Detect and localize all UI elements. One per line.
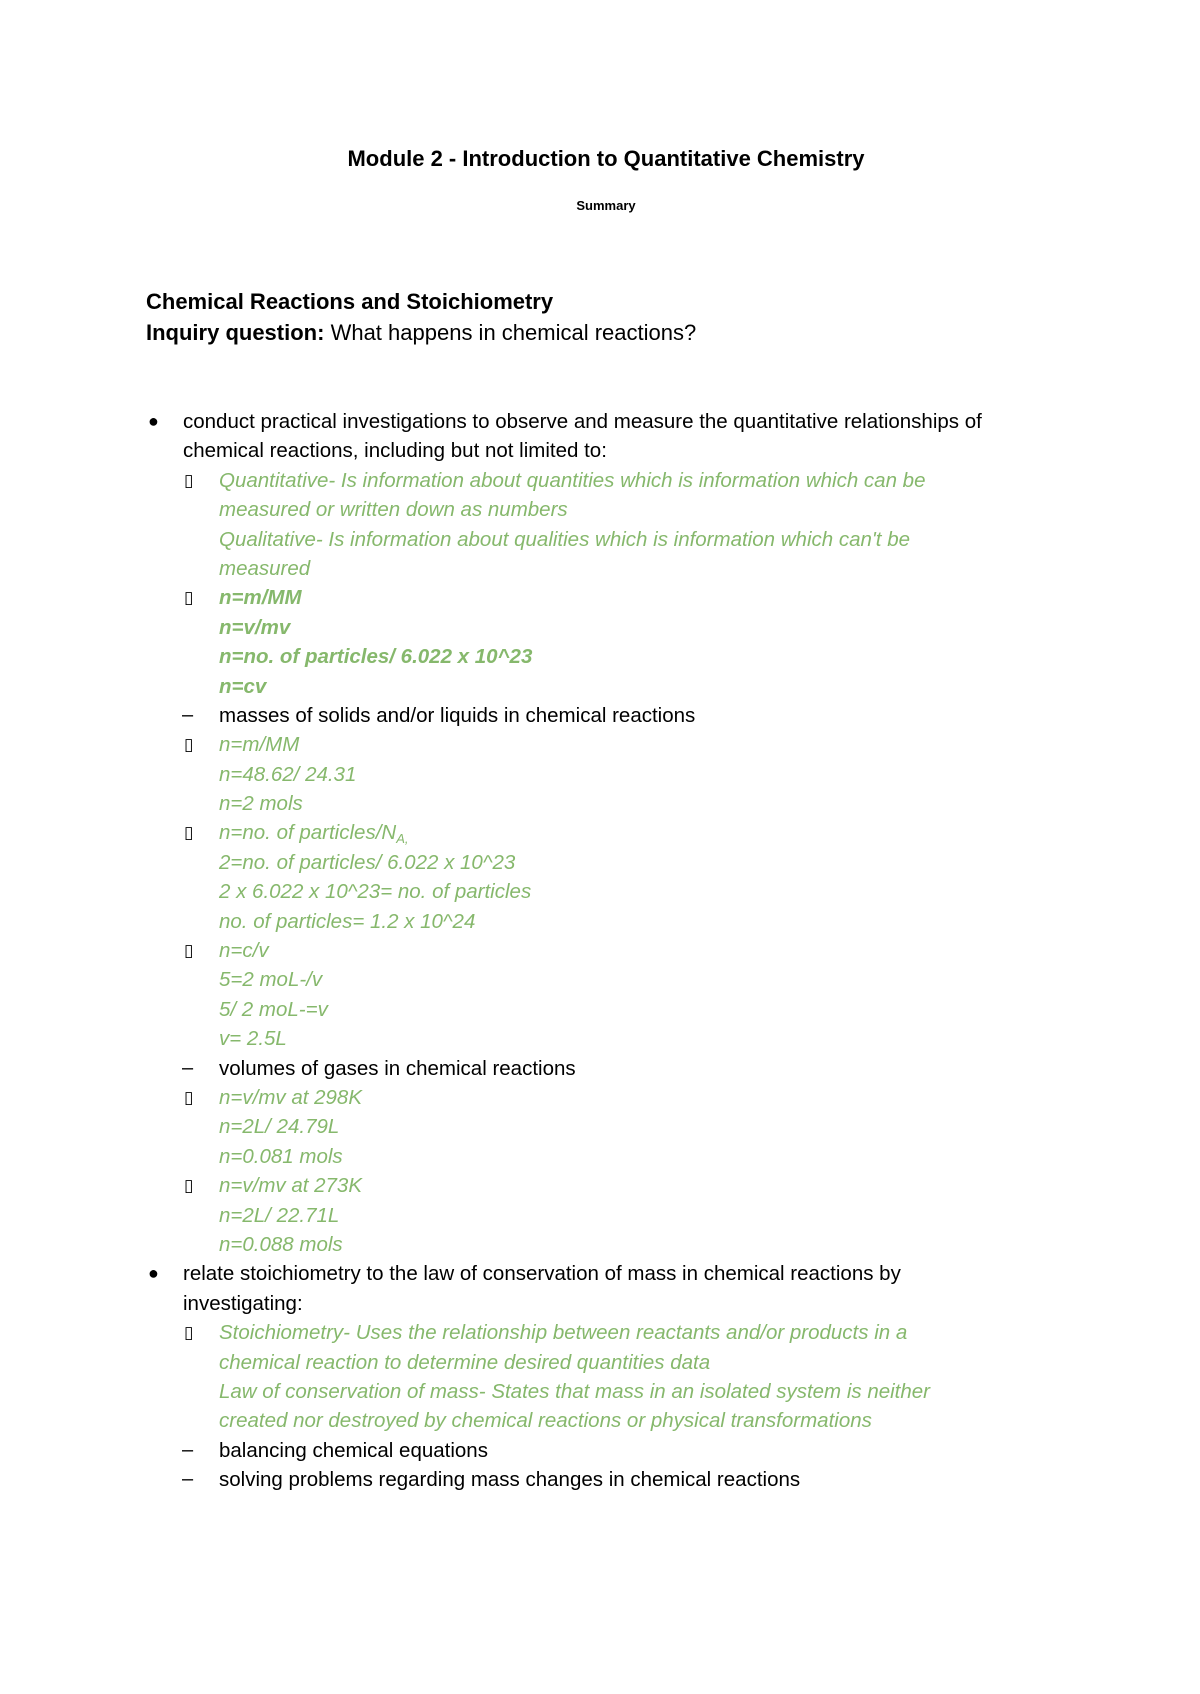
- inquiry-text: What happens in chemical reactions?: [324, 320, 697, 345]
- note-text: n=no. of particles/N: [219, 821, 397, 845]
- list-item: [146, 1259, 1106, 1288]
- note-line: [146, 848, 1106, 877]
- note-line: [146, 818, 1106, 847]
- note-line: [146, 789, 1106, 818]
- section-heading: Chemical Reactions and Stoichiometry: [146, 289, 554, 314]
- note-text: n=c/v: [219, 939, 269, 963]
- note-line: [146, 995, 1106, 1024]
- list-item: [146, 407, 1106, 436]
- note-line: [146, 1083, 1106, 1112]
- bullet-icon: ●: [148, 411, 159, 431]
- note-line: [146, 936, 1106, 965]
- note-line: [146, 760, 1106, 789]
- checkbox-icon: ▯: [184, 1323, 194, 1343]
- note-line: [146, 1348, 1106, 1377]
- note-text: measured or written down as numbers: [219, 498, 568, 522]
- formula-line: [146, 642, 1106, 671]
- checkbox-icon: ▯: [184, 941, 194, 961]
- dash-icon: –: [182, 1056, 194, 1079]
- note-text: Stoichiometry- Uses the relationship between reactants and/or products in a: [219, 1321, 908, 1345]
- note-text: created nor destroyed by chemical reactions or physical transformations: [219, 1409, 872, 1433]
- formula-line: [146, 672, 1106, 701]
- list-item-continued: [146, 436, 1106, 465]
- note-text: chemical reaction to determine desired quantities data: [219, 1350, 711, 1374]
- sub-item: [146, 1054, 1106, 1083]
- bullet-icon: ●: [148, 1263, 159, 1284]
- checkbox-icon: ▯: [184, 588, 194, 608]
- note-text: Quantitative- Is information about quantities which is information which can be: [219, 468, 926, 492]
- note-text: 2=no. of particles/ 6.022 x 10^23: [219, 850, 516, 874]
- sub-item: [146, 1436, 1106, 1465]
- checkbox-icon: ▯: [184, 823, 194, 843]
- note-text: n=v/mv at 298K: [219, 1085, 363, 1109]
- inquiry-label: Inquiry question:: [146, 320, 325, 345]
- note-text: v= 2.5L: [219, 1027, 287, 1051]
- note-text: n=2L/ 22.71L: [219, 1203, 340, 1227]
- list-item-continued: [146, 1289, 1106, 1318]
- document-title: Module 2 - Introduction to Quantitative Chemistry: [347, 146, 865, 171]
- inquiry-question: [146, 318, 1106, 348]
- note-text: n=2 mols: [219, 792, 303, 816]
- note-line: [146, 965, 1106, 994]
- dash-icon: –: [182, 1468, 194, 1491]
- note-line: [146, 1318, 1106, 1347]
- checkbox-icon: ▯: [184, 470, 194, 490]
- sub-item-text: solving problems regarding mass changes in chemical reactions: [219, 1468, 801, 1492]
- sub-item: [146, 1465, 1106, 1494]
- note-line: [146, 554, 1106, 583]
- formula-line: [146, 583, 1106, 612]
- note-text: n=v/mv at 273K: [219, 1174, 363, 1198]
- checkbox-icon: ▯: [184, 1176, 194, 1196]
- sub-item: [146, 701, 1106, 730]
- note-text: Law of conservation of mass- States that mass in an isolated system is neither: [219, 1379, 930, 1403]
- note-text: measured: [219, 556, 311, 580]
- note-line: [146, 1171, 1106, 1200]
- dash-icon: –: [182, 1438, 194, 1461]
- dash-icon: –: [182, 703, 194, 726]
- note-text: no. of particles= 1.2 x 10^24: [219, 909, 476, 933]
- note-line: [146, 730, 1106, 759]
- note-line: [146, 1112, 1106, 1141]
- formula-text: n=v/mv: [219, 615, 291, 639]
- document-subtitle: Summary: [576, 198, 636, 213]
- bullet-text: chemical reactions, including but not limited to:: [183, 439, 607, 463]
- note-text: n=0.081 mols: [219, 1144, 343, 1168]
- sub-item-text: masses of solids and/or liquids in chemical reactions: [219, 703, 696, 727]
- note-line: [146, 1142, 1106, 1171]
- formula-text: n=m/MM: [219, 586, 302, 610]
- note-line: [146, 466, 1106, 495]
- note-text: n=2L/ 24.79L: [219, 1115, 340, 1139]
- checkbox-icon: ▯: [184, 735, 194, 755]
- sub-item-text: balancing chemical equations: [219, 1438, 488, 1462]
- note-line: [146, 877, 1106, 906]
- formula-line: [146, 613, 1106, 642]
- note-line: [146, 525, 1106, 554]
- note-line: [146, 907, 1106, 936]
- formula-text: n=cv: [219, 674, 267, 698]
- note-text: 5=2 moL-/v: [219, 968, 323, 992]
- note-line: [146, 495, 1106, 524]
- note-text: n=48.62/ 24.31: [219, 762, 357, 786]
- subscript-text: A,: [396, 831, 409, 847]
- note-line: [146, 1201, 1106, 1230]
- note-text: n=m/MM: [219, 733, 300, 757]
- formula-text: n=no. of particles/ 6.022 x 10^23: [219, 645, 533, 669]
- note-line: [146, 1024, 1106, 1053]
- sub-item-text: volumes of gases in chemical reactions: [219, 1056, 576, 1080]
- note-text: 2 x 6.022 x 10^23= no. of particles: [219, 880, 532, 904]
- note-text: 5/ 2 moL-=v: [219, 997, 328, 1021]
- checkbox-icon: ▯: [184, 1087, 194, 1107]
- note-line: [146, 1377, 1106, 1406]
- bullet-text: conduct practical investigations to observe and measure the quantitative relationships of: [183, 410, 982, 433]
- syllabus-content: [146, 407, 1106, 1494]
- note-line: [146, 1230, 1106, 1259]
- note-line: [146, 1406, 1106, 1435]
- note-text: n=0.088 mols: [219, 1232, 343, 1256]
- bullet-text: investigating:: [183, 1291, 303, 1315]
- note-text: Qualitative- Is information about qualities which is information which can't be: [219, 527, 911, 551]
- bullet-text: relate stoichiometry to the law of conservation of mass in chemical reactions by: [183, 1262, 901, 1286]
